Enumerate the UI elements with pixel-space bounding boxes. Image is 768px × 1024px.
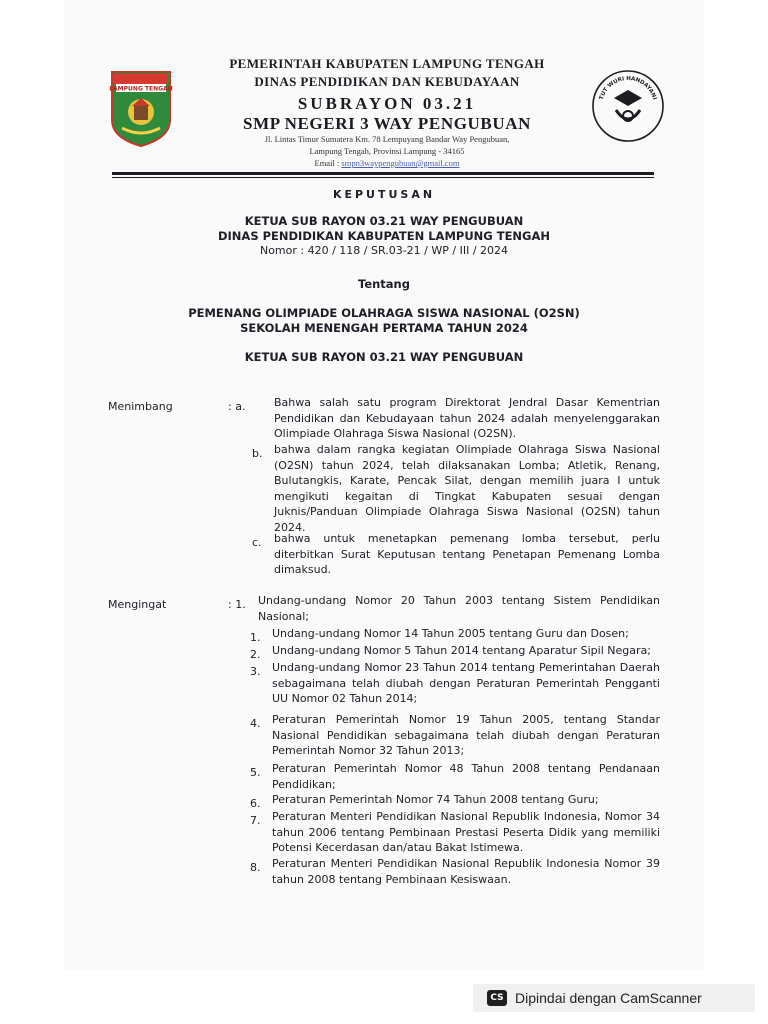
decree-number: Nomor : 420 / 118 / SR.03-21 / WP / III / 2024 [259, 244, 509, 257]
item-marker: 3. [250, 665, 261, 678]
list-item: bahwa untuk menetapkan pemenang lomba tersebut, perlu diterbitkan Surat Keputusan tentang Penetapan Pemenang Lomba dimaksud. [274, 532, 660, 576]
item-marker: 4. [250, 717, 261, 730]
item-marker: c. [252, 536, 262, 549]
list-item: Peraturan Pemerintah Nomor 19 Tahun 2005, tentang Standar Nasional Pendidikan sebagaimana telah diubah dengan Peraturan Pemerintah Nomor 32 Tahun 2013; [272, 713, 660, 757]
tut-wuri-handayani-emblem [590, 68, 666, 144]
letterhead-address-line1: Jl. Lintas Timur Sumatera Km. 78 Lempuyang Bandar Way Pengubuan, [264, 134, 510, 144]
document-page [64, 0, 704, 970]
list-item: Peraturan Pemerintah Nomor 48 Tahun 2008 tentang Pendanaan Pendidikan; [272, 762, 660, 791]
item-marker: b. [252, 447, 263, 460]
letterhead-subrayon: SUBRAYON 03.21 [297, 94, 477, 113]
camscanner-watermark [473, 984, 755, 1012]
email-link[interactable]: smpn3waypengubuan@gmail.com [341, 158, 460, 168]
item-marker: 5. [250, 766, 261, 779]
letterhead-government: PEMERINTAH KABUPATEN LAMPUNG TENGAH [229, 56, 545, 71]
list-item: Undang-undang Nomor 5 Tahun 2014 tentang Aparatur Sipil Negara; [272, 644, 651, 657]
decree-issuer-line2: DINAS PENDIDIKAN KABUPATEN LAMPUNG TENGAH [217, 229, 551, 243]
item-marker: 2. [250, 648, 261, 661]
item-marker: 7. [250, 814, 261, 827]
letterhead-rule-thick [112, 172, 654, 175]
email-label: Email : [314, 158, 340, 168]
emblem-motto: TUT WURI HANDAYANI [598, 75, 658, 101]
letterhead-email-line [212, 158, 562, 168]
lampung-tengah-emblem [108, 68, 174, 148]
list-item: Bahwa salah satu program Direktorat Jendral Dasar Kementrian Pendidikan dan Kebudayaan tahun 2024 adalah menyelenggarakan Olimpiade Olahraga Siswa Nasional (O2SN). [274, 396, 660, 440]
list-item: bahwa dalam rangka kegiatan Olimpiade Olahraga Siswa Nasional (O2SN) tahun 2024, telah dilaksanakan Lomba; Atletik, Renang, Bulutangkis, Karate, Pencak Silat, dengan memilih juara I untuk mengikuti kegaitan di Tingkat Kabupaten sesuai dengan Juknis/Panduan Olimpiade Olahraga Siswa Nasional (O2SN) tahun 2024. [274, 443, 660, 534]
decree-issuer-heading: KETUA SUB RAYON 03.21 WAY PENGUBUAN [244, 350, 524, 364]
section-label-mengingat: Mengingat [108, 598, 167, 611]
letterhead-department: DINAS PENDIDIKAN DAN KEBUDAYAAN [254, 74, 520, 89]
camscanner-icon: CS [487, 990, 507, 1006]
section-label-menimbang: Menimbang [108, 400, 173, 413]
list-item: Undang-undang Nomor 20 Tahun 2003 tentang Sistem Pendidikan Nasional; [258, 594, 660, 623]
item-marker: 8. [250, 861, 261, 874]
list-item: Peraturan Menteri Pendidikan Nasional Republik Indonesia Nomor 39 tahun 2008 tentang Pembinaan Kesiswaan. [272, 857, 660, 886]
item-marker: 1. [250, 631, 261, 644]
letterhead-school: SMP NEGERI 3 WAY PENGUBUAN [243, 114, 531, 133]
decree-issuer-line1: KETUA SUB RAYON 03.21 WAY PENGUBUAN [244, 214, 524, 228]
emblem-label: LAMPUNG TENGAH [109, 85, 173, 93]
decree-topic-line1: PEMENANG OLIMPIADE OLAHRAGA SISWA NASIONAL (O2SN) [188, 306, 580, 320]
item-marker: 6. [250, 797, 261, 810]
list-item: Undang-undang Nomor 14 Tahun 2005 tentang Guru dan Dosen; [272, 627, 629, 640]
list-item: Undang-undang Nomor 23 Tahun 2014 tentang Pemerintahan Daerah sebagaimana telah diubah dengan Peraturan Pemerintah Pengganti UU Nomor 02 Tahun 2014; [272, 661, 660, 705]
letterhead-address-line2: Lampung Tengah, Provinsi Lampung - 34165 [309, 146, 465, 156]
camscanner-label: Dipindai dengan CamScanner [515, 990, 702, 1006]
decree-title: KEPUTUSAN [332, 188, 436, 201]
item-marker: : 1. [228, 598, 246, 611]
letterhead-rule-thin [112, 177, 654, 178]
list-item: Peraturan Pemerintah Nomor 74 Tahun 2008 tentang Guru; [272, 793, 599, 806]
list-item: Peraturan Menteri Pendidikan Nasional Republik Indonesia, Nomor 34 tahun 2006 tentang Pembinaan Prestasi Peserta Didik yang memiliki Potensi Kecerdasan dan/atau Bakat Istimewa. [272, 810, 660, 854]
decree-topic-line2: SEKOLAH MENENGAH PERTAMA TAHUN 2024 [240, 321, 528, 335]
decree-about-label: Tentang [358, 277, 410, 291]
item-marker: : a. [228, 400, 246, 413]
